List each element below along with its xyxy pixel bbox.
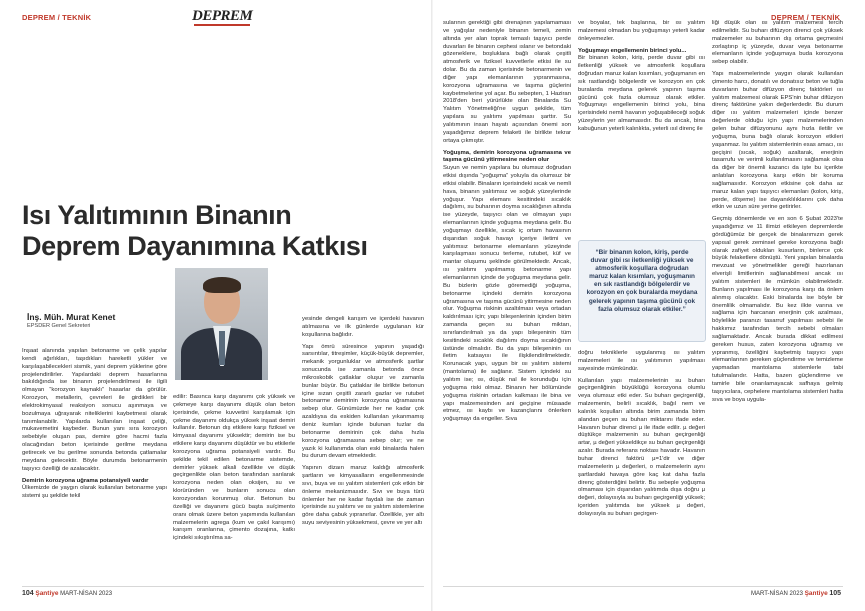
right-column-2-bottom [578,350,705,584]
page-number: 105 [829,590,842,597]
paragraph: Bir binanın kolon, kiriş, perde duvar gibi ısı iletkenliği yüksek ve atmosferik koşullara doğrudan maruz kalan kısımları, yoğuşmanın en sık rastlandığı bölgelerdir ve korozyon en çok buralarda meydana gelerek yapının taşıma gücünü çok fazla olumsuz olarak etkiler. Yoğuşmayı engellemenin birinci yolu, bina içerisindeki nemli havanın yoğuşabileceği soğuk yüzeylerin yer almamasıdır. Bu da ancak, bina kabuğunun yeterli kalınlıkta, yeterli ısıl direnç ile [578,55,705,132]
paragraph: Suyun ve nemin yapılara bu olumsuz doğrudan etkisi dışında “yoğuşma” yoluyla da olumsuz bir etkisi olabilir. Binaların içerisindeki sıcak ve nemli hava, binanın yalıtımsız ve soğuk yüzeylerinde yoğuşur. Yapı elemanı kesitindeki sıcaklık dağılımı, su buharının doyma sıcaklığının altında ise yüzeyde, taşıyıcı olan ve olmayan yapı elemanlarının içinde yoğuşma meydana gelir. Bu yoğuşmayı özellikle, sıcak iç ortam havasının dışarıdan soğuk havayı içeriye iletimi ve yalıtımsız betonarme elemanların yüzeyinde karşılaşması sonucu terleme, rutubet, küf ve mantar oluşumu şeklinde görülmektedir. Ancak, ısı yalıtımı yapılmamış betonarme yapı elemanlarının içinde de yoğuşma meydana gelir. Bu bizlerin gözle göremediği yoğuşma, betonarme içindeki demirin korozyona uğramasına ve taşıma gücünü yitirmesine neden olur. Yoğuşma riskinin azaltılması veya ortadan kaldırılması için; yapı bileşenlerinin içinden birim zamanda geçen su buharı miktarı, sınırlandırılmalı ya da yapı bileşeninin tüm kesitindeki sıcaklık dağılımı doyma sıcaklığının üstünde olmalıdır. Bu da yapı bileşeninin ısı iletim katsayısı ile ilişkilendirilmektedir. Korunacak yapı, uygun bir ısı yalıtım sistemi (mantolama) ile sağlanır. Sistem içindeki su yalıtım ise; ısı, düşük nal ile korunduğu için yoğuşma riski olmaz. Binanın her bölümünde yoğuşma riskinin ortadan kalkması ile bina ve yapı malzemesinden ani geçişine müsaade etmez, ısı kaybı ve kazançlarını önlerken yoğuşmayı da engeller. Sıva [443,165,571,423]
page-number: 104 [22,590,34,597]
paragraph: Yapı malzemelerinde yaygın olarak kullanılan çimento harcı, donatılı ve donatısız beton ve tuğla duvarların buhar difüzyon direnç faktörleri ısı yalıtım malzemesi olarak EPS'nin buhar difüzyon direnç faktörüne yakın değerlerdedir. Bu durum diğer ısı yalıtım malzemeleri içinde benzer değerlerde olduğu için yapı malzemelerinden gelen buhar difüzyonunu aynı hızla iletilir ve yoğuşma, buna bağlı olarak korozyon etkileri yaşanmaz. Isı yalıtım sistemlerinin esas amacı, ısı geçişini (sıcak, soğuk) azaltarak, enerjinin tasarrufu ve verimli kullanılmasını sağlamak olsa da diğer bir önemli kazancı da işte bu içerikte anlatılan korozyona karşı etkin bir koruma sağlamasıdır. Korozyon etkisine çok daha az maruz kalan yapı taşıyıcı elemanları (kolon, kiriş, perde, döşeme) ise dayanıklılıklarını çok daha etkin ve uzun süre yerine getirirler. [712,71,843,211]
paragraph: sularının gerektiği gibi drenajının yapılamaması ve yağışlar nedeniyle binanın temeli, zemin altında yer alan toprak temaslı taşıyıcı perde duvarları ile binanın cephesi ıslanır ve betondaki gözeneklere, boşluklara bağlı olarak çeşitli atmosferik ve fiziksel kuvvetlerle etkisi ile su dolar. Bu da zaman içerisinde betonarmenin ve diğer yapı elemanlarının yıpranmasına, korozyona uğramasına ve taşıma güçlerini kaybetmelerine yol açar. Bu sebepten, 1 Haziran 2018'den beri yürürlükte olan Binalarda Su Yalıtım Yönetmeliği'ne uygun şekilde, tüm yapılara su yalıtımı yapılması şarttır. Su yalıtımının insan hayatı açısından önemi son yaşadığımız deprem felaketi ile birlikte tekrar ortaya çıkmıştır. [443,20,571,144]
left-page [0,0,432,611]
paragraph: Yapının dizaın maruz kaldığı atmosferik şartların ve kimyasalların engellenmesinde sıvı, buya ve ısı yalıtım sistemleri çok etkin bir önleme mekanizmasıdır. Sıvı ve buya türü önlemler her ne kadar faydalı ise de zaman içerisinde su yalıtımı ve ısı yalıtım sistemlerine göre daha çabuk yıpranırlar. Özellikle, yer altı suyu seviyesinin yüksekmesi, çevre ve yer altı [302,465,424,527]
issue-date: MART-NİSAN 2023 [60,591,113,597]
footer-rule [22,586,424,587]
author-photo [175,268,268,380]
right-column-1 [443,20,571,584]
paragraph: yesinde dengeli karışım ve içerdeki havanın atılmasına ve ilk günlerde uygulanan kür koşullarına bağlıdır. [302,316,424,338]
paragraph: İnşaat alanında yapılan betonarme ve çelik yapılar kendi ağırlıkları, taşıdıkları hareketli yükler ve karşılaşabilecekleri sismik, yani deprem yüklerine göre projelendirilirler. Yapılardaki deprem hasarlarına bakıldığında ise binanın projelendirilmesi ile ilgili olmayan “korozyon kaynaklı” hasarlar da görülür. Korozyon, metallerin, çevreleri ile girdikleri bir elektrokimyasal reaksiyon sonucu aşınmaya ve bozulmaya uğrayarak niteliklerini kaybetmesi olarak tanımlanabilir. Yapılarda kullanılan inşaat çeliği, mukavemetini kaybeder. Bunun yanı sıra korozyon sebebiyle oluşan pas, demire göre hacmi fazla olacağından beton içerisinde gerilme meydana getirecek ve bu gerilme sonunda betonda çatlamalar meydana gelecektir. Böyle durumda betonarmenin taşıyıcı özelliği de azalacaktır. [22,348,167,472]
paragraph: liği düşük olan ısı yalıtım malzemesi tercih edilmelidir. Su buharı difüzyon direnci çok yüksek malzemeler su buharının dış ortama geçmesini zorlaştırıp iç yüzeyde, duvar veya betonarme elemanların içinde yoğuşmaya buda korozyona sebep olabilir. [712,20,843,66]
magazine-logo: DEPREM [192,8,253,24]
paragraph: Geçmiş dönemlerde ve en son 6 Şubat 2023'te yaşadığımız ve 11 ilimizi etkileyen depremlerde gördüğümüz bir gerçek de binalarımızın gerek yapısal gerek zeminsel gereke korozyona bağlı olarak zafiyet oldukları kusurların, binlerce çok büyük felaketlere dönüştü. Yeni yapılan binalarda mevzuat ve yönetmelikler gereği hazırlanan elverişli limitlerinin sağlanabilmesi ancak ısı yalıtım sistemleri ile mümkün olabilmektedir. Bunların yapılması ile korozyona karşı da önlem alınmış olacaktır. Eski binalarda ise böyle bir önemlilik olmamalıdır. Bu kez ilkte varına ve sağlama için harcanan enerjinin çok azalması, böylelikle paranızı tasarruf yapılması sebebi ile hakkımız tarafından tercih sebebi olmaları sağlamaktadır. Ancak burada dikkat edilmesi gereken husus, zaten korozyona uğramış ve yıpranmış, özelliğini kaybetmiş taşıyıcı yapı elemanlarının gereken güçlendirme ve temizleme yapmadan mantolama sistemlerle tabi tutulmalarıdır. Hatta, bazen güçlendirme ve tamirle bile onarılamayacak safhaya gelmiş taşıyıcılara, cephelere mantolama sistemleri hatta sıva ve boya uygula- [712,216,843,403]
paragraph: doğru tekniklerle uygulanmış ısı yalıtım malzemeleri ile ısı yalıtımının yapılması sayesinde mümkündür. [578,350,705,372]
paragraph: Ülkemizde de yaygın olarak kullanılan betonarme yapı sistemi şu şekilde tekil [22,485,167,500]
footer-left [22,590,112,597]
left-column-1 [22,348,167,584]
paragraph: Yapı ömrü süresince yapının yaşadığı sarsıntılar, titreşimler, küçük-büyük depremler, mekanik yorgunluklar ve atmosferik şartlar sonucunda ise zamanla betonda önce mikroskobik çatlaklar oluşur ve zamanla bunlar büyür. Bu çatlaklar ile birlikte betonun içine sızan çeşitli zararlı gazlar ve rutubet betonarme demirinin korozyona uğramasına sebep olur. Günümüzde her ne kadar çok azaldıysa da eskiden kullanılan yıkanmamış deniz kumları içinde bulunan tuzlar da betonarme demirinin çok daha hızla korozyona uğramasına sebep olur; ve ne yazık ki kullanımda olan eski binalarda halen bu durum devam etmektedir. [302,343,424,460]
subheading: Yoğuşma, demirin korozyona uğramasına ve taşıma gücünü yitirmesine neden olur [443,149,571,164]
footer-rule [443,586,843,587]
section-label-left: DEPREM / TEKNİK [22,13,92,22]
author-role: EPSDER Genel Sekreteri [27,323,91,329]
left-column-2 [173,394,295,584]
subheading: Demirin korozyona uğrama potansiyeli vardır [22,477,149,484]
right-page [433,0,865,611]
pull-quote: “Bir binanın kolon, kiriş, perde duvar gibi ısı iletkenliği yüksek ve atmosferik koşullara doğrudan maruz kalan kısımları, yoğuşmanın en sık rastlandığı bölgelerdir ve korozyon en çok buralarda meydana gelerek yapının taşıma gücünü çok fazla olumsuz olarak etkiler.” [578,240,706,342]
brand-name: Şantiye [35,590,59,597]
paragraph: Kullanılan yapı malzemelerinin su buharı geçirgenliğinin büyüklüğü korozyona olumlu veya olumsuz etki eder. Su buharı geçirgenliği, malzemenin, belirli sıcaklık, bağıl nem ve kalınlık koşulları altında birim zamanda birim alandan geçen su buharı miktarını ifade eder. Havanın buhar direnci µ ile ifade edilir. µ değeri düştükçe malzemenin su buharı geçirgenliği artar, µ değeri yükseldikçe su buharı geçirgenliği azalır. Burada referans noktası havadır. Havanın buhar direnci faktörü µ=1'dir ve diğer malzemelerin µ değerleri, o malzemelerin aynı şartlardaki havaya göre kaç kat daha fazla direnç gösterdiğini belirtir. Bu sebeple yoğuşma olmaması için dışarıdan yalıtımda dışa doğru µ değeri, dolayısıyla su buharı geçirgenliği yüksek; içeriden yalıtımda ise yüksek µ değeri, dolayısıyla su buharı geçirgen- [578,377,705,517]
brand-name: Şantiye [804,590,828,597]
right-column-2-top [578,20,705,235]
author-name: İnş. Müh. Murat Kenet [27,312,116,322]
paragraph: edilir: Basınca karşı dayanımı çok yüksek ve çekmeye karşı dayanımı düşük olan beton içerisinde, çekme kuvvetini karşılamak için çekme dayanımı oldukça yüksek inşaat demiri kullanılır. Betonun dış etkilere karşı fiziksel ve kimyasal dayanımı yüksektir; demirin ise bu etkilere karşı dayanımı düşüktür ve bu etkilerle korozyona uğrama potansiyeli vardır. Bu şekilde tekil edilen betonarme sistemde, demirler yüksek alkali özellikte ve düşük geçirgenlikte olan beton tarafından sarılarak korozyona neden olan oksijen, su ve klorüründen ve bunların sonucu olan korozyondan korunmuş olur. Betonun bu özelliği ve dayanımı gücü başta su/çimento oranı olmak üzere beton yapımında kullanılan malzemelerin agrega (kum ve çakıl karışımı) karışım oranlarına, çimento dozajına, katkı içindeki sıkıştırılma sa- [173,394,295,542]
paragraph: ve boyalar, tek başlarına, bir ısı yalıtım malzemesi olmadan bu yoğuşmayı yeterli kadar önleyemezler. [578,20,705,42]
left-column-3 [302,316,424,584]
issue-date: MART-NİSAN 2023 [751,591,803,597]
article-title-line2: Deprem Dayanımına Katkısı [22,231,368,261]
footer-right [751,590,841,597]
section-label-right: DEPREM / TEKNİK [771,13,841,22]
right-column-3 [712,20,843,584]
subheading: Yoğuşmayı engellemenin birinci yolu... [578,47,687,54]
article-title-line1: Isı Yalıtımının Binanın [22,200,292,230]
